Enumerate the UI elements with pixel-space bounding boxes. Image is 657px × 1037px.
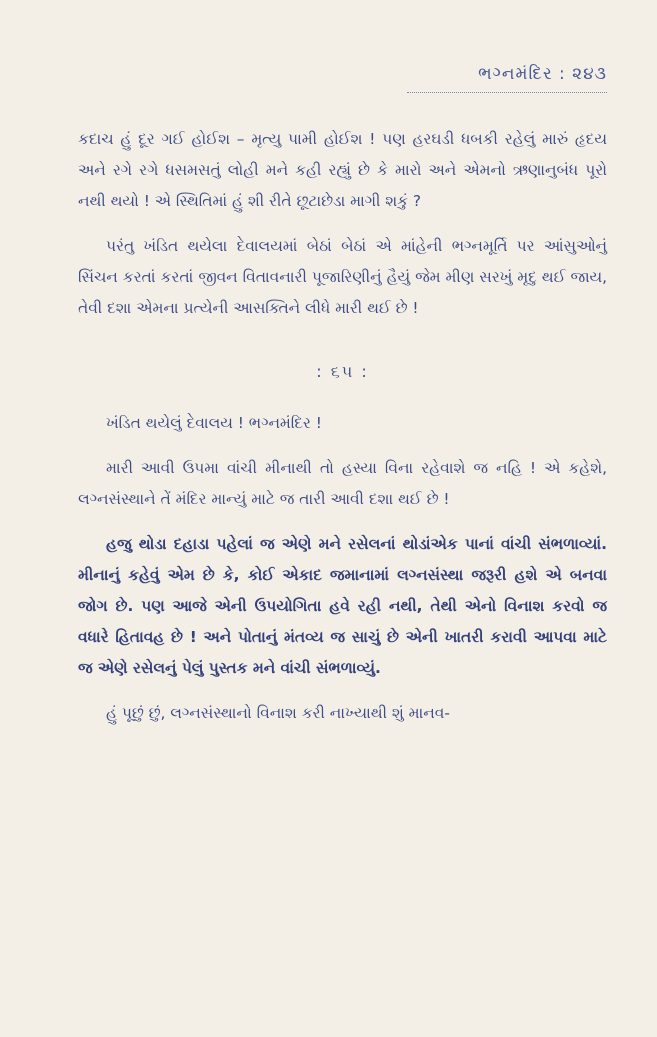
paragraph: મારી આવી ઉપમા વાંચી મીનાથી તો હસ્યા વિના રહેવાશે જ નહિ ! એ કહેશે, લગ્નસંસ્થાને તેં મંદિર માન્યું માટે જ તારી આવી દશા થઈ છે ! [78,459,607,508]
paragraph: ખંડિત થયેલું દેવાલય ! ભગ્નમંદિર ! [106,414,322,432]
section-number: : ૬૫ : [316,362,369,381]
header-rule [407,92,607,93]
running-header: ભગ્નમંદિર : ૨૪૩ [478,64,607,84]
paragraph: કદાચ હું દૂર ગઈ હોઈશ – મૃત્યુ પામી હોઈશ ! પણ હરઘડી ધબકી રહેલું મારું હૃદય અને રગે રગે ધસમસતું લોહી મને કહી રહ્યું છે કે મારો અને એમનો ઋણાનુબંધ પૂરો નથી થયો ! એ સ્થિતિમાં હું શી રીતે છૂટાછેડા માગી શકું ? [78,130,607,210]
paragraph: હું પૂછું છું, લગ્નસંસ્થાનો વિનાશ કરી નાખ્યાથી શું માનવ- [106,704,450,722]
paragraph: પરંતુ ખંડિત થયેલા દેવાલયમાં બેઠાં બેઠાં એ માંહેની ભગ્નમૂર્તિ પર આંસુઓનું સિંચન કરતાં કરતાં જીવન વિતાવનારી પૂજારિણીનું હૈયું જેમ મીણ સરખું મૃદુ થઈ જાય, તેવી દશા એમના પ્રત્યેની આસક્તિને લીધે મારી થઈ છે ! [78,237,607,317]
body-text [78,124,607,743]
paragraph: હજુ થોડા દહાડા પહેલાં જ એણે મને રસેલનાં થોડાંએક પાનાં વાંચી સંભળાવ્યાં. મીનાનું કહેવું એમ છે કે, કોઈ એકાદ જમાનામાં લગ્નસંસ્થા જરૂરી હશે એ બનવા જોગ છે. પણ આજે એની ઉપયોગિતા હવે રહી નથી, તેથી એનો વિનાશ કરવો જ વધારે હિતાવહ છે ! અને પોતાનું મંતવ્ય જ સાચું છે એની ખાતરી કરાવી આપવા માટે જ એણે રસેલનું પેલું પુસ્તક મને વાંચી સંભળાવ્યું. [78,535,607,677]
